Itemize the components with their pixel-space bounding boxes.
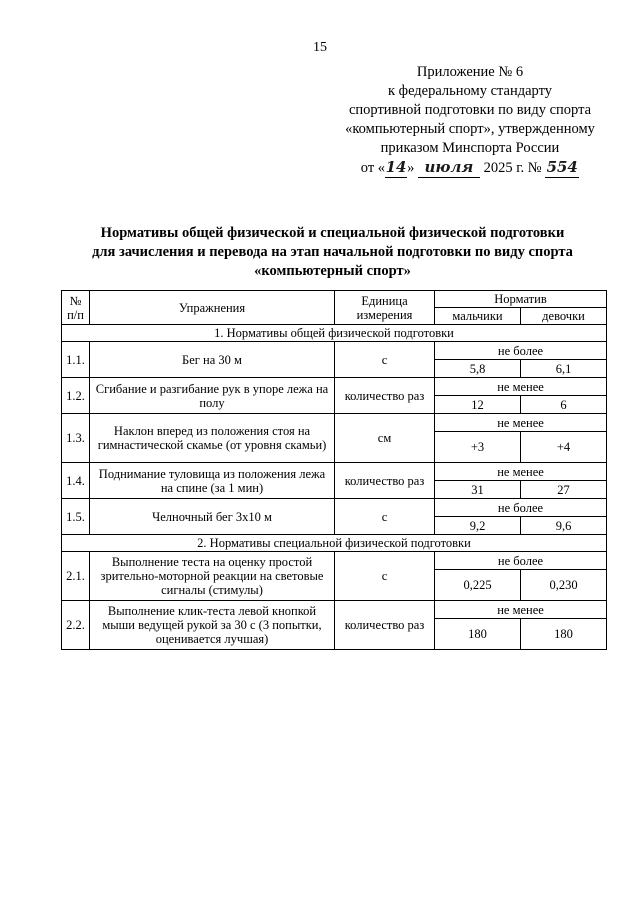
section-row xyxy=(62,535,607,552)
row-girls: 6,1 xyxy=(521,360,607,378)
date-day: 14 xyxy=(385,158,407,176)
title-line-1: Нормативы общей физической и специальной физической подготовки xyxy=(100,225,565,241)
table-row xyxy=(62,552,607,570)
table-row xyxy=(62,601,607,619)
row-num: 2.1. xyxy=(62,552,90,601)
header-exercise: Упражнения xyxy=(90,291,335,325)
row-girls: 180 xyxy=(521,619,607,650)
row-girls: 27 xyxy=(521,481,607,499)
table-row xyxy=(62,414,607,432)
row-condition: не более xyxy=(435,342,607,360)
section-row xyxy=(62,325,607,342)
row-boys: 5,8 xyxy=(435,360,521,378)
appendix-line-3: спортивной подготовки по виду спорта xyxy=(348,102,592,118)
document-title xyxy=(60,224,605,281)
row-boys: +3 xyxy=(435,432,521,463)
appendix-line-5: приказом Минспорта России xyxy=(380,140,560,156)
row-boys: 9,2 xyxy=(435,517,521,535)
row-girls: +4 xyxy=(521,432,607,463)
row-num: 1.1. xyxy=(62,342,90,378)
row-girls: 6 xyxy=(521,396,607,414)
row-exercise: Наклон вперед из положения стоя на гимнастической скамье (от уровня скамьи) xyxy=(90,414,335,463)
row-unit: количество раз xyxy=(335,463,435,499)
header-row xyxy=(62,291,607,308)
row-condition: не менее xyxy=(435,414,607,432)
row-unit: с xyxy=(335,342,435,378)
appendix-line-1: Приложение № 6 xyxy=(416,64,524,80)
row-num: 1.5. xyxy=(62,499,90,535)
row-boys: 180 xyxy=(435,619,521,650)
row-boys: 31 xyxy=(435,481,521,499)
row-boys: 0,225 xyxy=(435,570,521,601)
title-line-2: для зачисления и перевода на этап начальной подготовки по виду спорта xyxy=(92,244,573,260)
title-line-3: «компьютерный спорт» xyxy=(254,263,411,279)
row-num: 1.4. xyxy=(62,463,90,499)
header-boys: мальчики xyxy=(435,308,521,325)
row-exercise: Выполнение клик-теста левой кнопкой мыши ведущей рукой за 30 с (3 попытки, оценивается лучшая) xyxy=(90,601,335,650)
row-exercise: Челночный бег 3х10 м xyxy=(90,499,335,535)
row-unit: с xyxy=(335,499,435,535)
row-condition: не более xyxy=(435,552,607,570)
table-row xyxy=(62,378,607,396)
order-number: 554 xyxy=(546,158,578,176)
row-exercise: Сгибание и разгибание рук в упоре лежа на полу xyxy=(90,378,335,414)
header-norm: Норматив xyxy=(435,291,607,308)
appendix-date-line xyxy=(330,158,610,178)
row-girls: 0,230 xyxy=(521,570,607,601)
date-year: 2025 г. № xyxy=(483,160,542,176)
row-num: 2.2. xyxy=(62,601,90,650)
row-condition: не менее xyxy=(435,463,607,481)
row-girls: 9,6 xyxy=(521,517,607,535)
norms-table xyxy=(61,290,607,650)
row-num: 1.2. xyxy=(62,378,90,414)
row-condition: не менее xyxy=(435,378,607,396)
date-prefix: от « xyxy=(360,160,386,176)
date-month: июля xyxy=(418,158,480,178)
header-girls: девочки xyxy=(521,308,607,325)
row-unit: количество раз xyxy=(335,378,435,414)
table-row xyxy=(62,499,607,517)
row-unit: см xyxy=(335,414,435,463)
appendix-line-4: «компьютерный спорт», утвержденному xyxy=(345,121,595,137)
date-mid: » xyxy=(407,160,415,176)
row-exercise: Выполнение теста на оценку простой зрительно-моторной реакции на световые сигналы (стимулы) xyxy=(90,552,335,601)
row-condition: не менее xyxy=(435,601,607,619)
row-unit: с xyxy=(335,552,435,601)
row-num: 1.3. xyxy=(62,414,90,463)
row-boys: 12 xyxy=(435,396,521,414)
row-condition: не более xyxy=(435,499,607,517)
section-title: 2. Нормативы специальной физической подготовки xyxy=(62,535,607,552)
header-unit: Единица измерения xyxy=(335,291,435,325)
row-unit: количество раз xyxy=(335,601,435,650)
row-exercise: Бег на 30 м xyxy=(90,342,335,378)
appendix-line-2: к федеральному стандарту xyxy=(388,83,552,99)
section-title: 1. Нормативы общей физической подготовки xyxy=(62,325,607,342)
table-row xyxy=(62,342,607,360)
row-exercise: Поднимание туловища из положения лежа на спине (за 1 мин) xyxy=(90,463,335,499)
table-row xyxy=(62,463,607,481)
appendix-header xyxy=(330,63,610,178)
header-num: № п/п xyxy=(62,291,90,325)
page-number: 15 xyxy=(313,40,327,55)
